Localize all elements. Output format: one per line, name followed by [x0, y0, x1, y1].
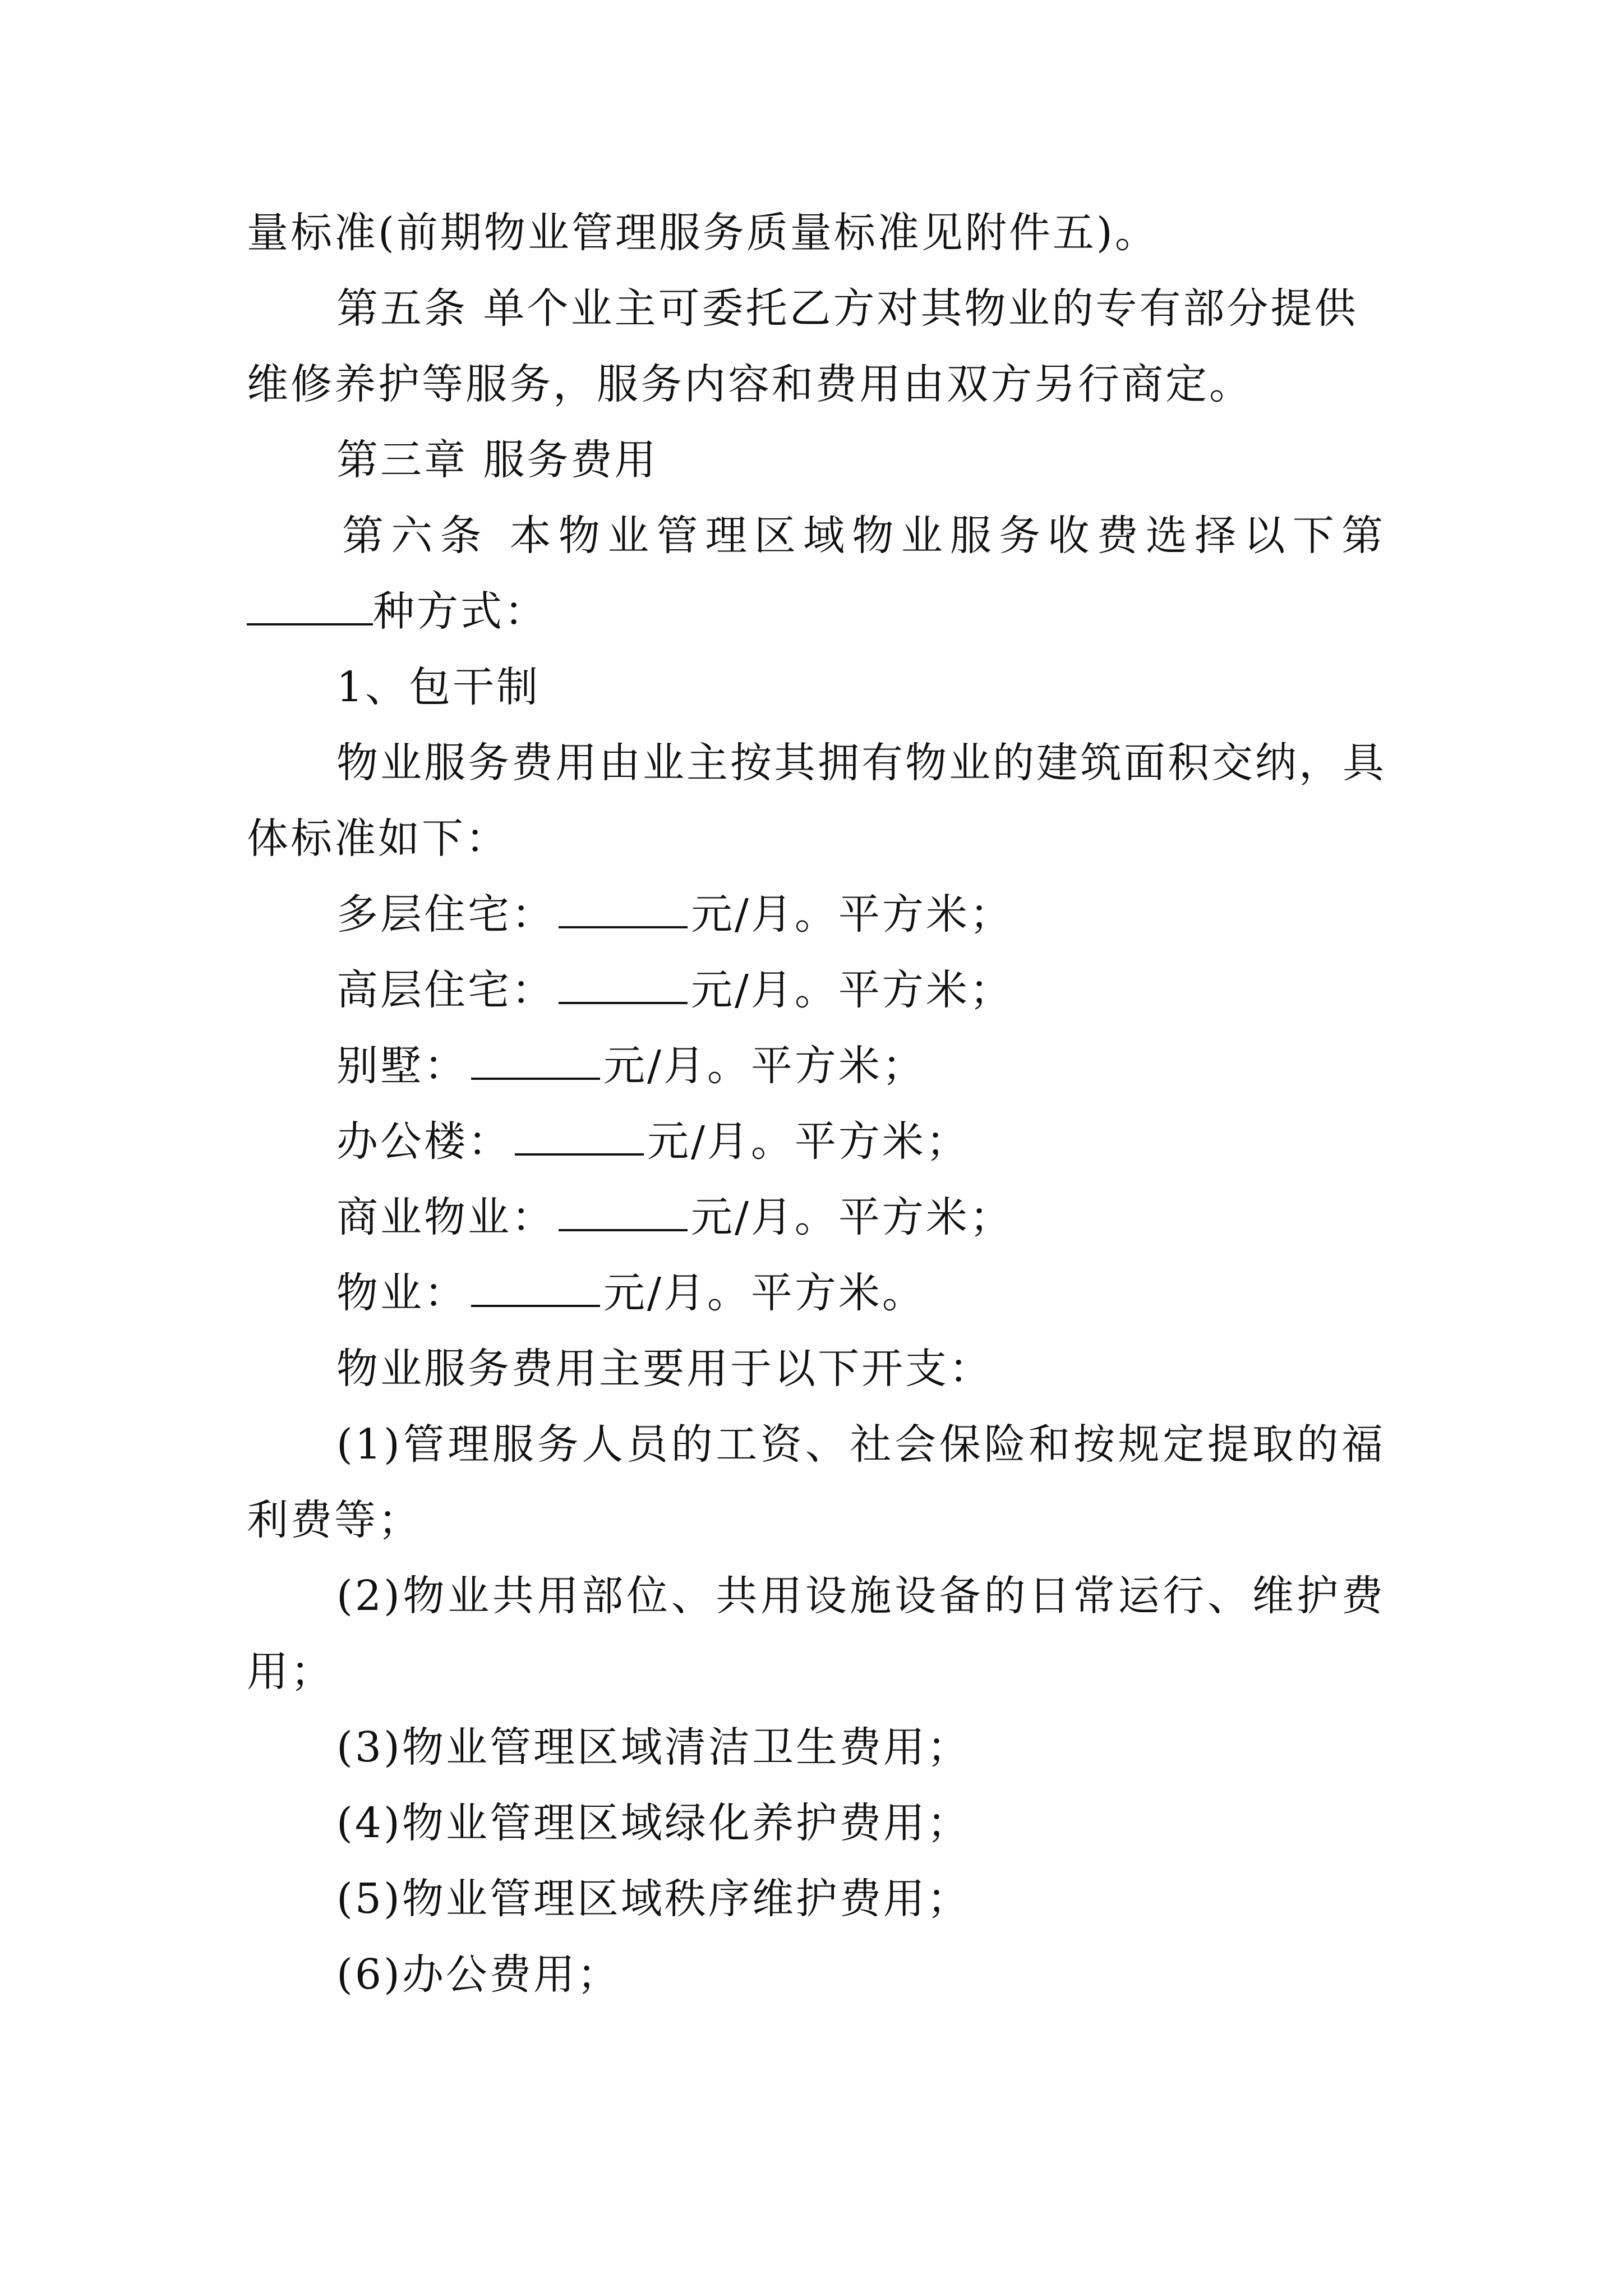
fee-unit: 元/月。平方米；: [647, 1117, 970, 1166]
fee-row-property: [336, 1265, 926, 1321]
expense-item-1-line-2: 利费等；: [247, 1496, 422, 1544]
expense-item-5: (5)物业管理区域秩序维护费用；: [336, 1875, 971, 1923]
fee-label: 别墅：: [336, 1042, 468, 1090]
fee-label: 高层住宅：: [336, 966, 555, 1014]
fee-label: 商业物业：: [336, 1193, 555, 1241]
fee-unit: 元/月。平方米；: [691, 966, 1013, 1014]
fee-row-high-rise: [336, 962, 1013, 1018]
expense-item-2-line-1: (2)物业共用部位、共用设施设备的日常运行、维护费: [336, 1572, 1385, 1620]
option-1-heading: 1、包干制: [336, 663, 541, 711]
article-6-line-2: [247, 583, 548, 639]
article-6-line-1: 第六条 本物业管理区域物业服务收费选择以下第: [342, 512, 1385, 560]
article-6-line-2-text: 种方式：: [373, 587, 548, 636]
fee-label: 办公楼：: [336, 1117, 511, 1166]
fee-basis-line-1: 物业服务费用由业主按其拥有物业的建筑面积交纳，具: [336, 739, 1386, 787]
article-5-line-2: 维修养护等服务，服务内容和费用由双方另行商定。: [247, 360, 1253, 408]
expense-item-4: (4)物业管理区域绿化养护费用；: [336, 1799, 971, 1847]
fee-unit: 元/月。平方米；: [691, 890, 1013, 938]
fee-basis-line-2: 体标准如下：: [247, 815, 509, 863]
fee-label: 多层住宅：: [336, 890, 555, 938]
fee-blank: [471, 1266, 600, 1307]
fee-unit: 元/月。平方米；: [603, 1042, 926, 1090]
fee-label: 物业：: [336, 1269, 468, 1317]
fee-row-commercial: [336, 1189, 1013, 1245]
expense-item-2-line-2: 用；: [247, 1648, 334, 1696]
article-5-line-1: 第五条 单个业主可委托乙方对其物业的专有部分提供: [336, 284, 1358, 333]
fee-blank: [559, 887, 688, 928]
fee-blank: [559, 1190, 688, 1231]
fee-row-villa: [336, 1038, 926, 1094]
paragraph-quality-standard-line: 量标准(前期物业管理服务质量标准见附件五)。: [247, 209, 1159, 257]
fee-blank: [515, 1114, 644, 1156]
expense-item-1-line-1: (1)管理服务人员的工资、社会保险和按规定提取的福: [336, 1420, 1385, 1469]
fee-blank: [471, 1038, 600, 1080]
fee-unit: 元/月。平方米。: [603, 1269, 926, 1317]
article-6-blank: [247, 584, 373, 625]
fee-unit: 元/月。平方米；: [691, 1193, 1013, 1241]
fee-row-multi-storey: [336, 886, 1013, 942]
expense-item-6: (6)办公费用；: [336, 1950, 621, 1999]
expense-item-3: (3)物业管理区域清洁卫生费用；: [336, 1723, 971, 1772]
expenses-intro: 物业服务费用主要用于以下开支：: [336, 1345, 993, 1393]
fee-blank: [559, 963, 688, 1004]
chapter-3-heading: 第三章 服务费用: [336, 436, 658, 484]
fee-row-office: [336, 1114, 970, 1170]
